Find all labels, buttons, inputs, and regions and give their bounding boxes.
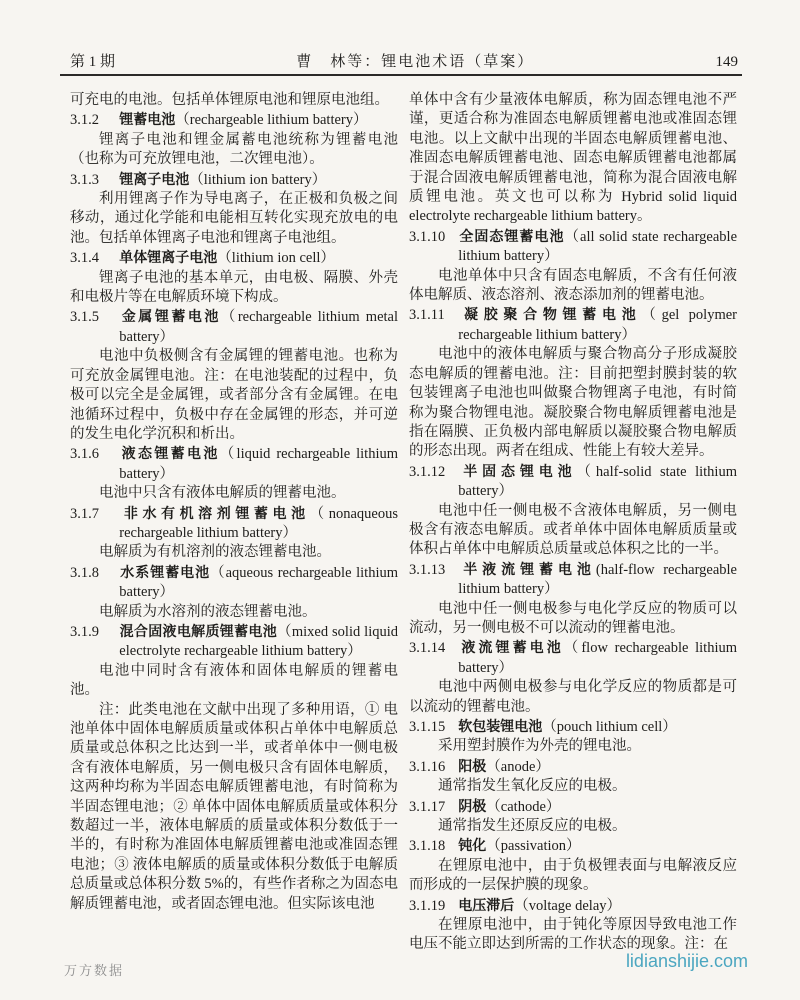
term-name-en: （lithium ion battery） [189,171,327,188]
definition-paragraph: 电池中负极侧含有金属锂的锂蓄电池。也称为可充放金属锂电池。注：在电池装配的过程中，负极可以完全是金属锂，或者部分含有金属锂。在电池循环过程中，负极中存在金属锂的形态，并可逆的发生电化学沉积和析出。 [70,348,398,442]
term-number: 3.1.11 [409,307,445,324]
term-name-zh: 非水有机溶剂锂蓄电池 [119,504,310,521]
definition-paragraph: 电解质为有机溶剂的液态锂蓄电池。 [99,544,331,561]
term-number: 3.1.15 [409,719,446,735]
term-name-en: （pouch lithium cell） [542,719,677,735]
term-name-zh: 单体锂离子电池 [119,249,218,266]
term-entry [70,622,398,662]
term-entry [70,248,398,268]
definition-paragraph: 电池中同时含有液体和固体电解质的锂蓄电池。 [70,662,398,699]
term-name-zh: 锂离子电池 [119,170,190,187]
term-number: 3.1.16 [409,758,446,775]
term-number: 3.1.13 [409,561,446,578]
site-watermark: lidianshijie.com [625,951,748,971]
term-name-zh: 阴极 [458,797,487,814]
term-number: 3.1.4 [70,250,99,267]
left-column [70,91,398,955]
term-entry [70,504,398,544]
term-number: 3.1.19 [409,897,446,914]
definition-paragraph: 通常指发生还原反应的电极。 [438,818,627,835]
right-column [409,91,737,955]
term-name-en: （voltage delay） [514,897,622,914]
term-number: 3.1.9 [70,623,99,640]
term-entry [409,896,737,916]
term-name-zh: 全固态锂蓄电池 [458,227,565,244]
page-header [70,50,738,71]
continuation-paragraph: 单体中含有少量液体电解质，称为固态锂电池不严谨，更适合称为准固态电解质锂蓄电池或准固态锂电池。以上文献中出现的半固态电解质锂蓄电池、准固态电解质锂蓄电池、固态电解质锂蓄电池都属于混合固液电解质锂蓄电池，简称为混合固液电解质锂电池。英文也可以称为 Hybrid solid liquid electrolyte rechargeable lithium battery。 [409,92,737,225]
term-name-zh: 电压滞后 [458,896,515,913]
term-number: 3.1.12 [409,463,446,480]
term-entry [70,563,398,603]
term-entry [409,757,737,777]
term-name-en: （mixed solid liquid electrolyte rechargeable lithium battery） [119,623,399,660]
term-entry [70,307,398,347]
term-name-en: （aqueous rechargeable lithium battery） [119,564,398,601]
definition-paragraph: 电池中任一侧电极不含液体电解质，另一侧电极含有液态电解质。或者单体中固体电解质质量或体积占单体中电解质总质量或总体积之比的一半。 [409,502,737,558]
term-number: 3.1.10 [409,228,446,245]
term-entry [409,717,737,737]
term-entry [409,305,737,345]
term-number: 3.1.7 [70,505,99,522]
term-entry [70,110,398,130]
journal-issue: 第 1 期 [70,54,116,70]
term-number: 3.1.8 [70,564,99,581]
term-number: 3.1.2 [70,112,99,129]
term-number: 3.1.5 [70,309,99,326]
term-name-zh: 软包装锂电池 [458,718,543,734]
term-name-en: (half-flow rechargeable lithium battery） [458,561,737,598]
term-name-en: （flow rechargeable lithium battery） [458,640,737,676]
term-name-en: （passivation） [486,838,581,855]
term-name-en: （liquid rechargeable lithium battery） [119,446,398,482]
term-name-en: （cathode） [486,798,561,815]
definition-paragraph: 采用塑封膜作为外壳的锂电池。 [438,738,641,755]
definition-paragraph: 电解质为水溶剂的液态锂蓄电池。 [99,603,317,620]
term-number: 3.1.17 [409,798,446,815]
definition-paragraph: 注：此类电池在文献中出现了多种用语，① 电池单体中固体电解质质量或体积占单体中电解质总质量或总体积之比达到一半，或者单体中一侧电极含有液体电解质，另一侧电极只含有固体电解质，这两种均称为半固态电解质锂蓄电池，有时简称为半固态锂电池；② 单体中固体电解质质量或体积分数超过一半，液体电解质的质量或体积分数低于一半的，有时称为准固体电解质锂蓄电池或准固态锂电池；③ 液体电解质的质量或体积分数低于电解质总质量或总体积分数 5%的，有些作者称之为固态电解质锂蓄电池，或者固态锂电池。但实际该电池 [70,701,398,912]
term-name-zh: 钝化 [458,837,487,854]
term-name-zh: 液流锂蓄电池 [458,639,564,656]
definition-paragraph: 电池中只含有液体电解质的锂蓄电池。 [99,485,346,502]
definition-paragraph: 电池单体中只含有固态电解质，不含有任何液体电解质、液态溶剂、液态添加剂的锂蓄电池。 [409,267,737,304]
term-name-zh: 半液流锂蓄电池 [458,560,596,577]
term-entry [70,170,398,190]
term-name-zh: 阳极 [458,757,487,774]
term-entry [409,638,737,678]
continuation-paragraph: 可充电的电池。包括单体锂原电池和锂原电池组。 [70,92,389,108]
term-entry [409,462,737,502]
term-name-zh: 凝胶聚合物锂蓄电池 [458,306,642,323]
term-name-en: （half-solid state lithium battery） [458,463,737,500]
term-entry [409,797,737,817]
definition-paragraph: 在锂原电池中，由于钝化等原因导致电池工作电压不能立即达到所需的工作状态的现象。注：在 [409,917,737,953]
term-entry [70,444,398,484]
term-name-en: （gel polymer rechargeable lithium battery） [458,307,737,343]
term-number: 3.1.18 [409,838,446,855]
term-number: 3.1.14 [409,640,446,657]
definition-paragraph: 利用锂离子作为导电离子，在正极和负极之间移动，通过化学能和电能相互转化实现充放电的电池。包括单体锂离子电池和锂离子电池组。 [70,191,398,246]
definition-paragraph: 锂离子电池的基本单元，由电极、隔膜、外壳和电极片等在电解质环境下构成。 [70,269,398,306]
definition-paragraph: 锂离子电池和锂金属蓄电池统称为锂蓄电池（也称为可充放锂电池，二次锂电池）。 [70,131,398,168]
term-name-zh: 混合固液电解质锂蓄电池 [119,622,278,639]
definition-paragraph: 通常指发生氧化反应的电极。 [438,778,627,795]
term-name-en: （anode） [486,758,550,775]
term-name-en: （rechargeable lithium metal battery） [119,309,399,345]
term-name-zh: 金属锂蓄电池 [119,308,221,325]
term-name-zh: 半固态锂电池 [458,462,577,479]
term-entry [409,227,737,267]
page-number: 149 [715,54,738,70]
term-number: 3.1.6 [70,446,99,463]
term-name-zh: 锂蓄电池 [119,111,176,128]
running-title: 曹 林等：锂电池术语（草案） [296,54,535,70]
term-name-zh: 水系锂蓄电池 [119,563,211,580]
wanfang-watermark: 万方数据 [64,963,125,978]
definition-paragraph: 在锂原电池中，由于负极锂表面与电解液反应而形成的一层保护膜的现象。 [409,857,737,894]
term-entry [409,560,737,600]
term-number: 3.1.3 [70,171,99,188]
term-name-zh: 液态锂蓄电池 [119,445,220,462]
definition-paragraph: 电池中任一侧电极参与电化学反应的物质可以流动，另一侧电极不可以流动的锂蓄电池。 [409,600,737,636]
term-name-en: （rechargeable lithium battery） [175,112,368,129]
header-rule [60,74,742,76]
definition-paragraph: 电池中的液体电解质与聚合物高分子形成凝胶态电解质的锂蓄电池。注：目前把塑封膜封装的软包装锂离子电池也叫做聚合物锂离子电池，有时简称为聚合物锂电池。凝胶聚合物电解质锂蓄电池是指在隔膜、正负极内部电解质以凝胶聚合物电解质的形态出现。两者在组成、性能上有较大差异。 [409,346,737,460]
definition-paragraph: 电池中两侧电极参与电化学反应的物质都是可以流动的锂蓄电池。 [409,679,737,715]
term-name-en: （nonaqueous rechargeable lithium battery） [119,505,398,541]
term-name-en: （all solid state rechargeable lithium battery） [458,228,738,265]
term-entry [409,836,737,856]
two-column-body [70,91,737,955]
term-name-en: （lithium ion cell） [217,250,335,267]
